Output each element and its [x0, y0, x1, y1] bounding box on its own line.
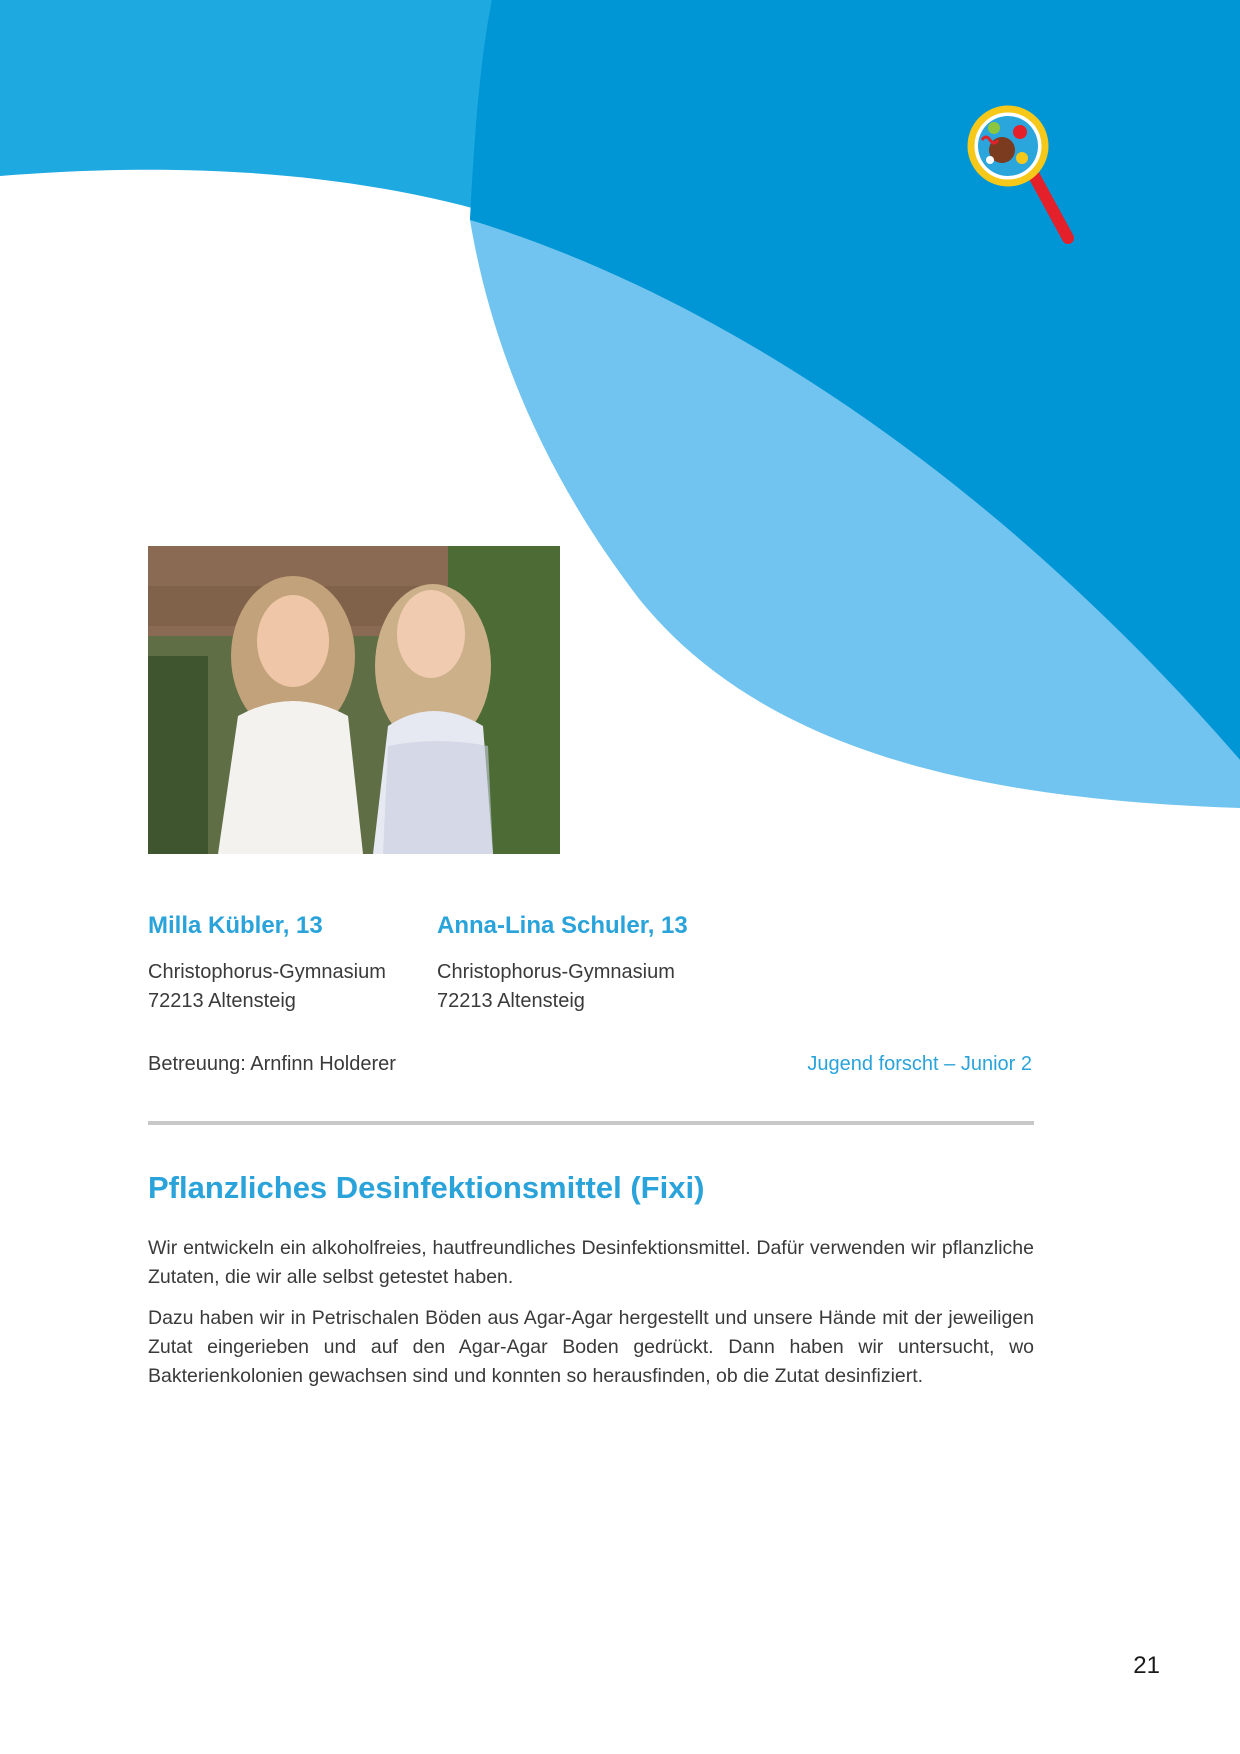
- page-number: 21: [1133, 1652, 1160, 1679]
- competition-category: Jugend forscht – Junior 2: [807, 1053, 1032, 1075]
- student-name: Milla Kübler, 13: [148, 912, 323, 939]
- description-paragraph-2: Dazu haben wir in Petrischalen Böden aus Agar-Agar hergestellt und unsere Hände mit der jeweiligen Zutat eingerieben und auf den Agar-Agar Boden gedrückt. Dann haben wir untersucht, wo Bakterienkolonien gewachsen sind und konnten so herausfinden, ob die Zutat desinfiziert.: [148, 1307, 1034, 1387]
- project-title: Pflanzliches Desinfektionsmittel (Fixi): [148, 1170, 705, 1205]
- student-city: 72213 Altensteig: [437, 990, 585, 1012]
- description-paragraph-1: Wir entwickeln ein alkoholfreies, hautfreundliches Desinfektionsmittel. Dafür verwenden wir pflanzliche Zutaten, die wir alle selbst getestet haben.: [148, 1237, 1034, 1288]
- magnifying-glass-bacteria-icon: [960, 100, 1080, 250]
- project-description: [148, 1234, 1034, 1403]
- supervision-text: Betreuung: Arnfinn Holderer: [148, 1053, 396, 1075]
- student-city: 72213 Altensteig: [148, 990, 296, 1012]
- student-school: Christophorus-Gymnasium: [437, 961, 675, 983]
- student-name: Anna-Lina Schuler, 13: [437, 912, 688, 939]
- student-school: Christophorus-Gymnasium: [148, 961, 386, 983]
- student-card-1: [148, 912, 438, 1016]
- magnifier-handle: [1032, 172, 1068, 238]
- student-card-2: [437, 912, 727, 1016]
- middle-blue-blend: [470, 0, 620, 260]
- section-divider: [148, 1121, 1034, 1125]
- students-photo: [148, 546, 560, 854]
